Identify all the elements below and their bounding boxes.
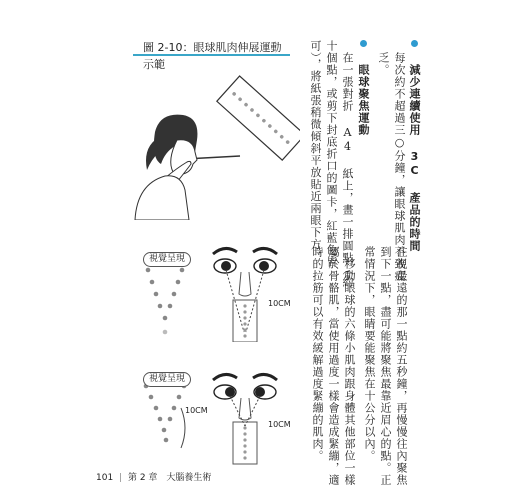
label-visual-b: 視覺呈現 <box>143 372 191 387</box>
page-number: 101 <box>96 473 114 483</box>
bullet-icon <box>411 40 418 47</box>
paragraph-col4: 十個點，或剪下封底折口的圖卡，紅藍色皆 <box>325 40 338 268</box>
paragraph-col6: 注視最遠的那一點約五秒鐘，再慢慢往內聚焦 <box>395 246 408 486</box>
paragraph-col9: 移動眼球的六條小肌肉跟身體其他部位一樣 <box>343 258 356 486</box>
paragraph-col3: 在一張對折 A4 紙上，畫一排圓點（約 <box>341 52 354 288</box>
dot-column-b <box>135 378 195 458</box>
figure-title: 圖 2-10：眼球肌肉伸展運動示範 <box>133 39 290 56</box>
paragraph-col1: 每次約不超過三○分鐘，讓眼球肌肉不致疲 <box>393 52 406 282</box>
heading-reduce-3c: 減少連續使用 3C 產品的時間 <box>407 40 421 252</box>
dot-column-a <box>135 262 195 347</box>
distance-label-b: 10CM <box>185 406 208 415</box>
page-footer: 101 | 第 2 章 大腦養生術 <box>96 473 212 483</box>
face-diagram-b <box>205 370 285 465</box>
paragraph-col11: 時的拉筋可以有效緩解過度緊繃的肌肉。 <box>311 246 324 462</box>
distance-label-c: 10CM <box>268 420 291 429</box>
paragraph-col10: 屬於骨骼肌，當使用過度一樣會造成緊繃，適 <box>327 246 340 486</box>
chapter-label: 第 2 章 <box>127 473 158 483</box>
heading-eye-focus: 眼球聚焦運動 <box>356 40 370 136</box>
paragraph-col2: 乏。 <box>377 52 390 76</box>
label-visual-a: 視覺呈現 <box>143 252 191 267</box>
dot-card <box>217 76 300 160</box>
paragraph-col7: 到下一點，盡可能將聚焦最靠近眉心的點。正 <box>379 246 392 486</box>
section-label: 大腦養生術 <box>166 473 212 483</box>
bullet-icon <box>360 40 367 47</box>
paragraph-col8: 常情況下，眼睛要能聚焦在十公分以內。 <box>363 246 376 462</box>
distance-label-a: 10CM <box>268 299 291 308</box>
illustration-woman-card <box>125 60 300 220</box>
paragraph-col5: 可），將紙張稍微傾斜平放貼近兩眼下方， <box>309 40 322 263</box>
face-diagram-a <box>205 242 285 342</box>
